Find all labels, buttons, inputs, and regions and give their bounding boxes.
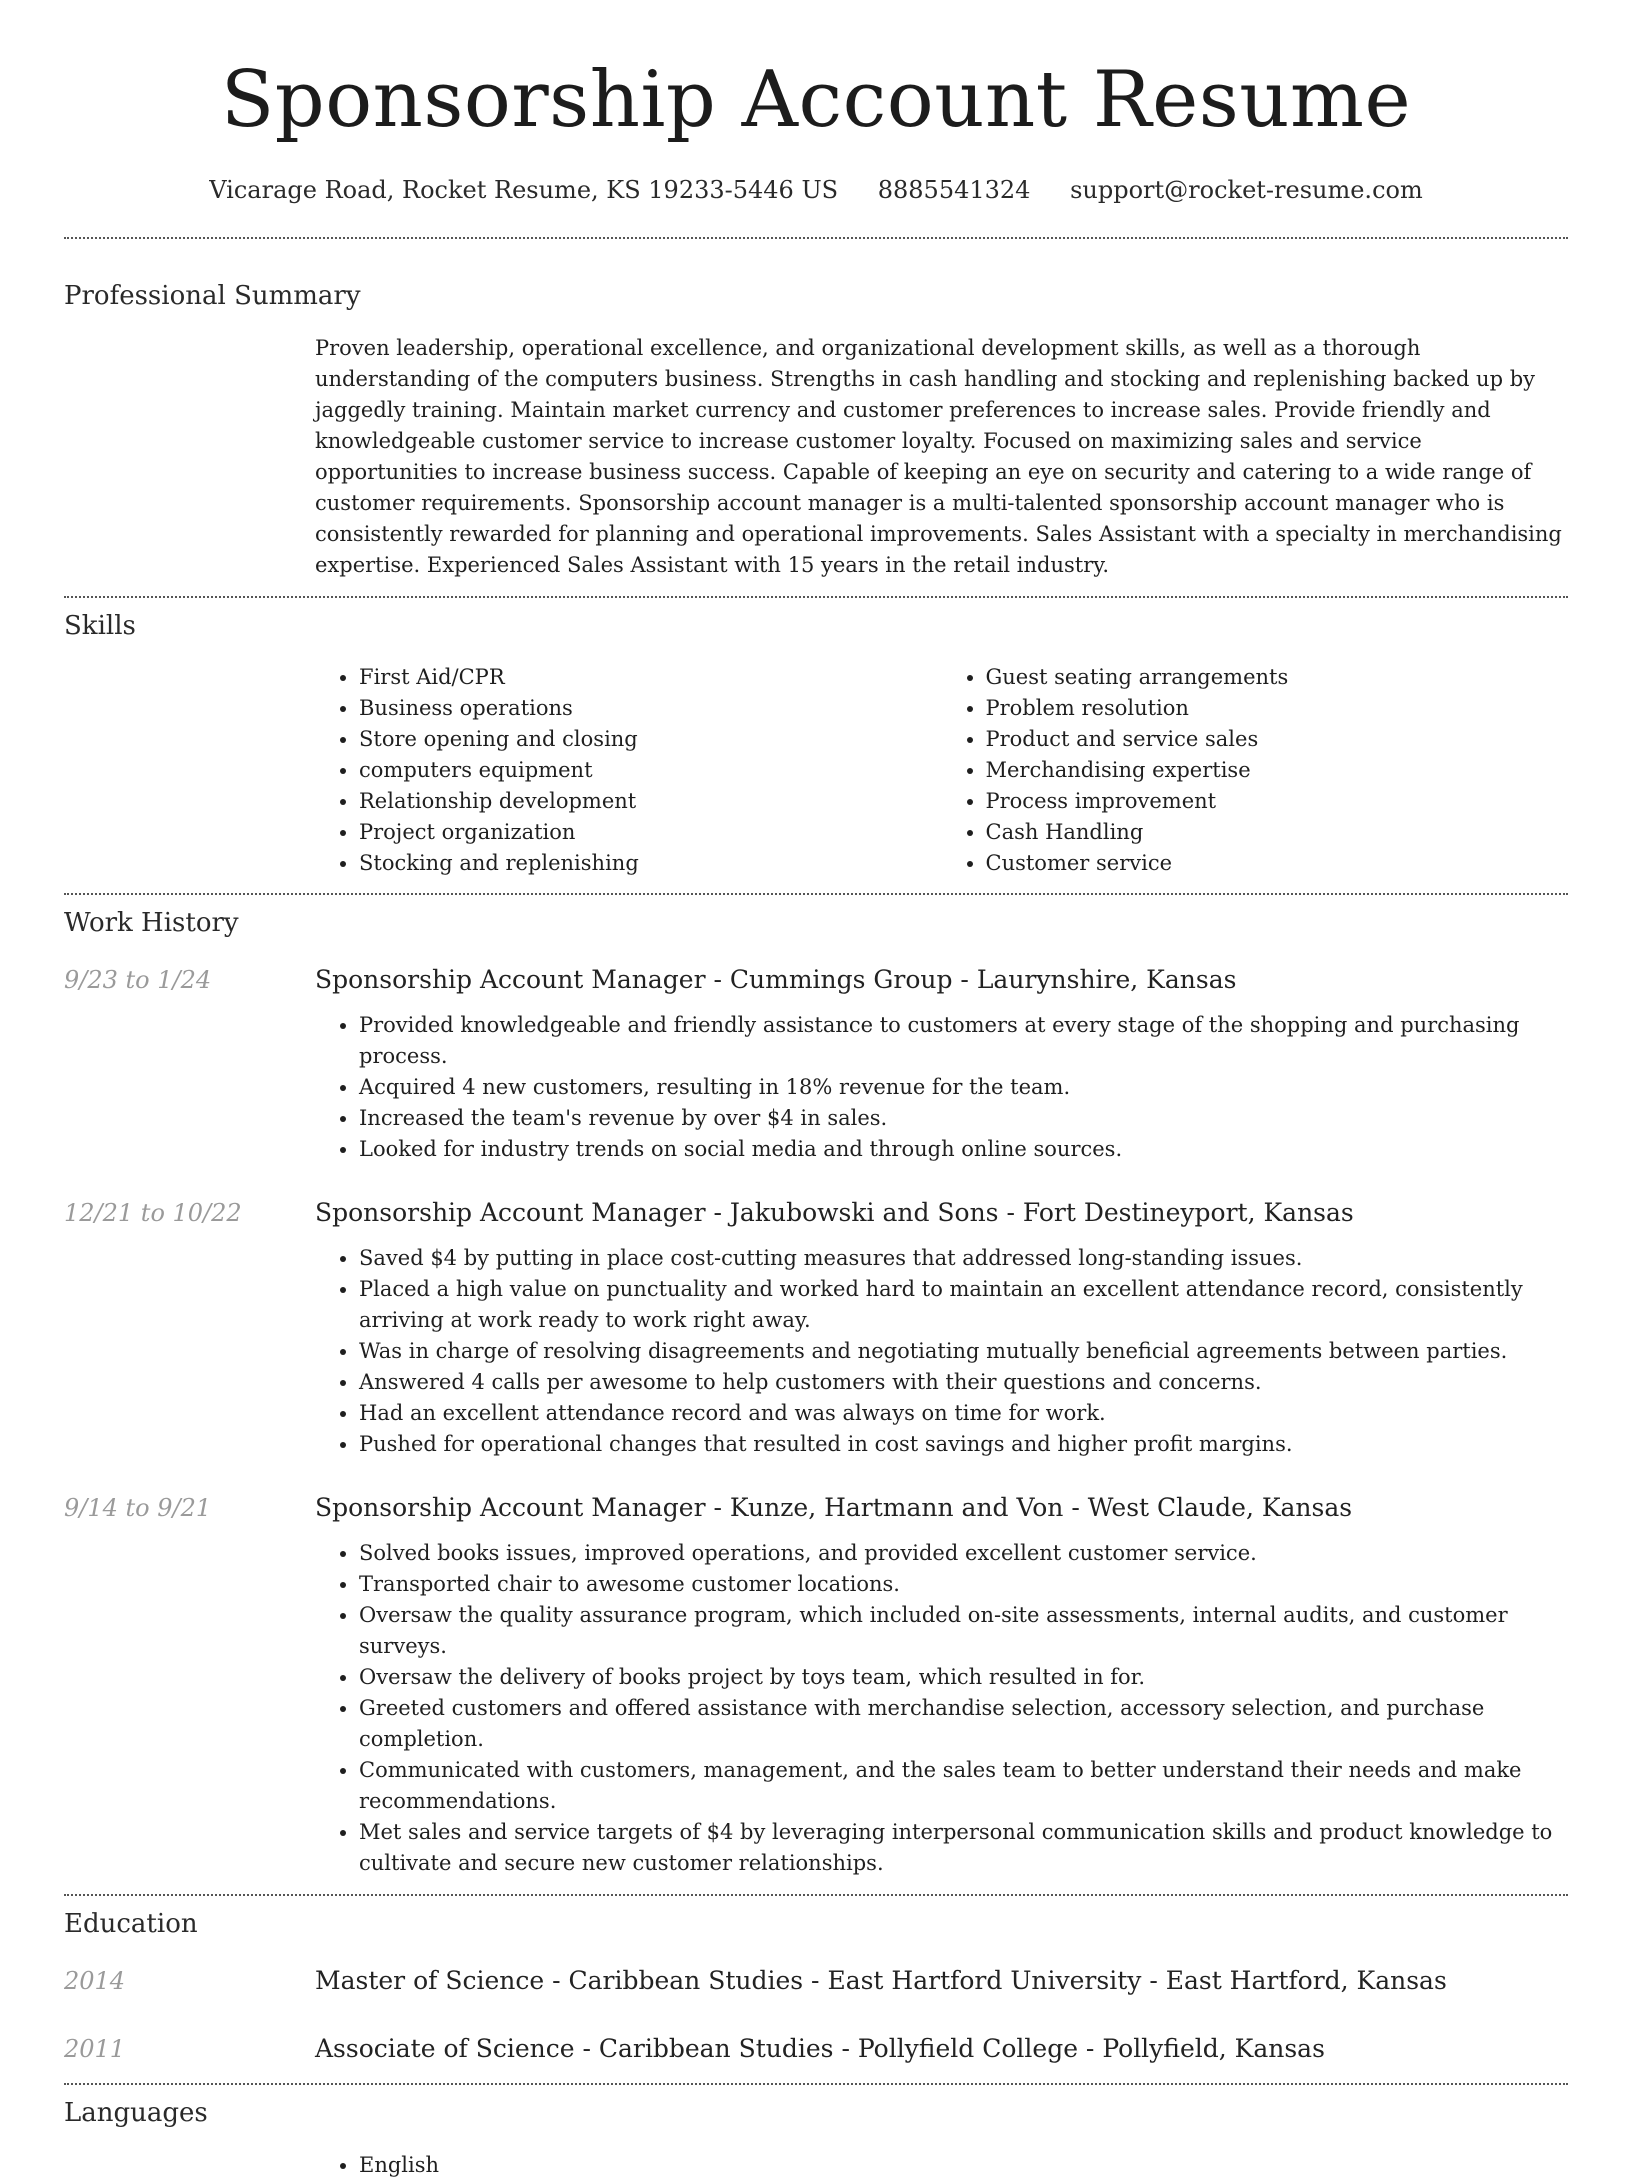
section-title-skills: Skills bbox=[64, 611, 136, 641]
section-title-summary: Professional Summary bbox=[64, 281, 361, 311]
job-bullet: • Greeted customers and offered assistance with merchandise selection, accessory selection, and purchase completion. bbox=[359, 1693, 1568, 1755]
job-bullet: • Answered 4 calls per awesome to help customers with their questions and concerns. bbox=[359, 1367, 1568, 1398]
education-title: Associate of Science - Caribbean Studies - Pollyfield College - Pollyfield, Kansas bbox=[315, 2034, 1325, 2063]
section-title-work: Work History bbox=[64, 908, 239, 938]
divider bbox=[64, 2083, 1568, 2085]
skill-item: • First Aid/CPR bbox=[359, 662, 942, 693]
job-bullet: • Saved $4 by putting in place cost-cutting measures that addressed long-standing issues. bbox=[359, 1243, 1568, 1274]
job-bullet: • Looked for industry trends on social media and through online sources. bbox=[359, 1134, 1568, 1165]
job-bullet: • Solved books issues, improved operations, and provided excellent customer service. bbox=[359, 1538, 1568, 1569]
job-entry bbox=[64, 1197, 1568, 1460]
resume-title: Sponsorship Account Resume bbox=[220, 55, 1412, 145]
job-title: Sponsorship Account Manager - Jakubowski and Sons - Fort Destineyport, Kansas bbox=[315, 1198, 1354, 1227]
skill-item: • Project organization bbox=[359, 817, 942, 848]
skill-item: • Merchandising expertise bbox=[986, 755, 1569, 786]
job-bullet: • Oversaw the quality assurance program, which included on-site assessments, internal audits, and customer surveys. bbox=[359, 1600, 1568, 1662]
job-bullet: • Acquired 4 new customers, resulting in 18% revenue for the team. bbox=[359, 1072, 1568, 1103]
job-bullets bbox=[315, 1010, 1568, 1165]
job-title: Sponsorship Account Manager - Kunze, Hartmann and Von - West Claude, Kansas bbox=[315, 1493, 1353, 1522]
skill-item: • Store opening and closing bbox=[359, 724, 942, 755]
job-bullet: • Pushed for operational changes that resulted in cost savings and higher profit margins. bbox=[359, 1429, 1568, 1460]
skill-item: • Guest seating arrangements bbox=[986, 662, 1569, 693]
phone: 8885541324 bbox=[877, 176, 1031, 204]
education-entry bbox=[64, 2033, 1568, 2065]
job-bullets bbox=[315, 1538, 1568, 1879]
education-section bbox=[64, 1907, 1568, 2065]
job-date: 9/23 to 1/24 bbox=[64, 966, 212, 994]
job-bullet: • Placed a high value on punctuality and worked hard to maintain an excellent attendance record, consistently arriving at work ready to work right away. bbox=[359, 1274, 1568, 1336]
languages-list bbox=[315, 2150, 1568, 2181]
divider bbox=[64, 1894, 1568, 1896]
job-bullet: • Increased the team's revenue by over $4 in sales. bbox=[359, 1103, 1568, 1134]
skills-column-right bbox=[942, 662, 1569, 879]
address: Vicarage Road, Rocket Resume, KS 19233-5446 US bbox=[209, 176, 839, 204]
education-date: 2011 bbox=[64, 2035, 126, 2063]
summary-section bbox=[64, 279, 1568, 581]
education-date: 2014 bbox=[64, 1967, 126, 1995]
skills-list bbox=[315, 662, 1568, 879]
skill-item: • Product and service sales bbox=[986, 724, 1569, 755]
divider bbox=[64, 596, 1568, 598]
divider bbox=[64, 237, 1568, 239]
skill-item: • Problem resolution bbox=[986, 693, 1569, 724]
skill-item: • Customer service bbox=[986, 848, 1569, 879]
skill-item: • Process improvement bbox=[986, 786, 1569, 817]
education-entry bbox=[64, 1965, 1568, 1997]
languages-section bbox=[64, 2096, 1568, 2181]
job-bullet: • Met sales and service targets of $4 by leveraging interpersonal communication skills and product knowledge to cultivate and secure new customer relationships. bbox=[359, 1817, 1568, 1879]
skill-item: • computers equipment bbox=[359, 755, 942, 786]
skill-item: • Relationship development bbox=[359, 786, 942, 817]
job-bullet: • Communicated with customers, management, and the sales team to better understand their needs and make recommendations. bbox=[359, 1755, 1568, 1817]
job-bullet: • Oversaw the delivery of books project by toys team, which resulted in for. bbox=[359, 1662, 1568, 1693]
job-title: Sponsorship Account Manager - Cummings Group - Laurynshire, Kansas bbox=[315, 965, 1237, 994]
skill-item: • Cash Handling bbox=[986, 817, 1569, 848]
job-bullet: • Transported chair to awesome customer locations. bbox=[359, 1569, 1568, 1600]
job-bullet: • Was in charge of resolving disagreements and negotiating mutually beneficial agreements between parties. bbox=[359, 1336, 1568, 1367]
divider bbox=[64, 893, 1568, 895]
job-date: 12/21 to 10/22 bbox=[64, 1199, 242, 1227]
skill-item: • Business operations bbox=[359, 693, 942, 724]
contact-line bbox=[0, 174, 1632, 206]
language-item: • English bbox=[359, 2150, 1568, 2181]
email: support@rocket-resume.com bbox=[1070, 176, 1423, 204]
summary-text: Proven leadership, operational excellence, and organizational development skills, as well as a thorough understanding of the computers business. Strengths in cash handling and stocking and replenishing backed up by jaggedly training. Maintain market currency and customer preferences to increase sales. Provide friendly and knowledgeable customer service to increase customer loyalty. Focused on maximizing sales and service opportunities to increase business success. Capable of keeping an eye on security and catering to a wide range of customer requirements. Sponsorship account manager is a multi-talented sponsorship account manager who is consistently rewarded for planning and operational improvements. Sales Assistant with a specialty in merchandising expertise. Experienced Sales Assistant with 15 years in the retail industry. bbox=[315, 336, 1562, 577]
job-entry bbox=[64, 964, 1568, 1165]
work-section bbox=[64, 906, 1568, 1879]
job-entry bbox=[64, 1492, 1568, 1879]
skill-item: • Stocking and replenishing bbox=[359, 848, 942, 879]
section-title-languages: Languages bbox=[64, 2098, 208, 2128]
education-title: Master of Science - Caribbean Studies - East Hartford University - East Hartford, Kansas bbox=[315, 1966, 1447, 1995]
job-bullets bbox=[315, 1243, 1568, 1460]
job-bullet: • Provided knowledgeable and friendly assistance to customers at every stage of the shopping and purchasing process. bbox=[359, 1010, 1568, 1072]
job-bullet: • Had an excellent attendance record and was always on time for work. bbox=[359, 1398, 1568, 1429]
skills-column-left bbox=[315, 662, 942, 879]
section-title-education: Education bbox=[64, 1909, 198, 1939]
job-date: 9/14 to 9/21 bbox=[64, 1494, 212, 1522]
skills-section bbox=[64, 609, 1568, 879]
